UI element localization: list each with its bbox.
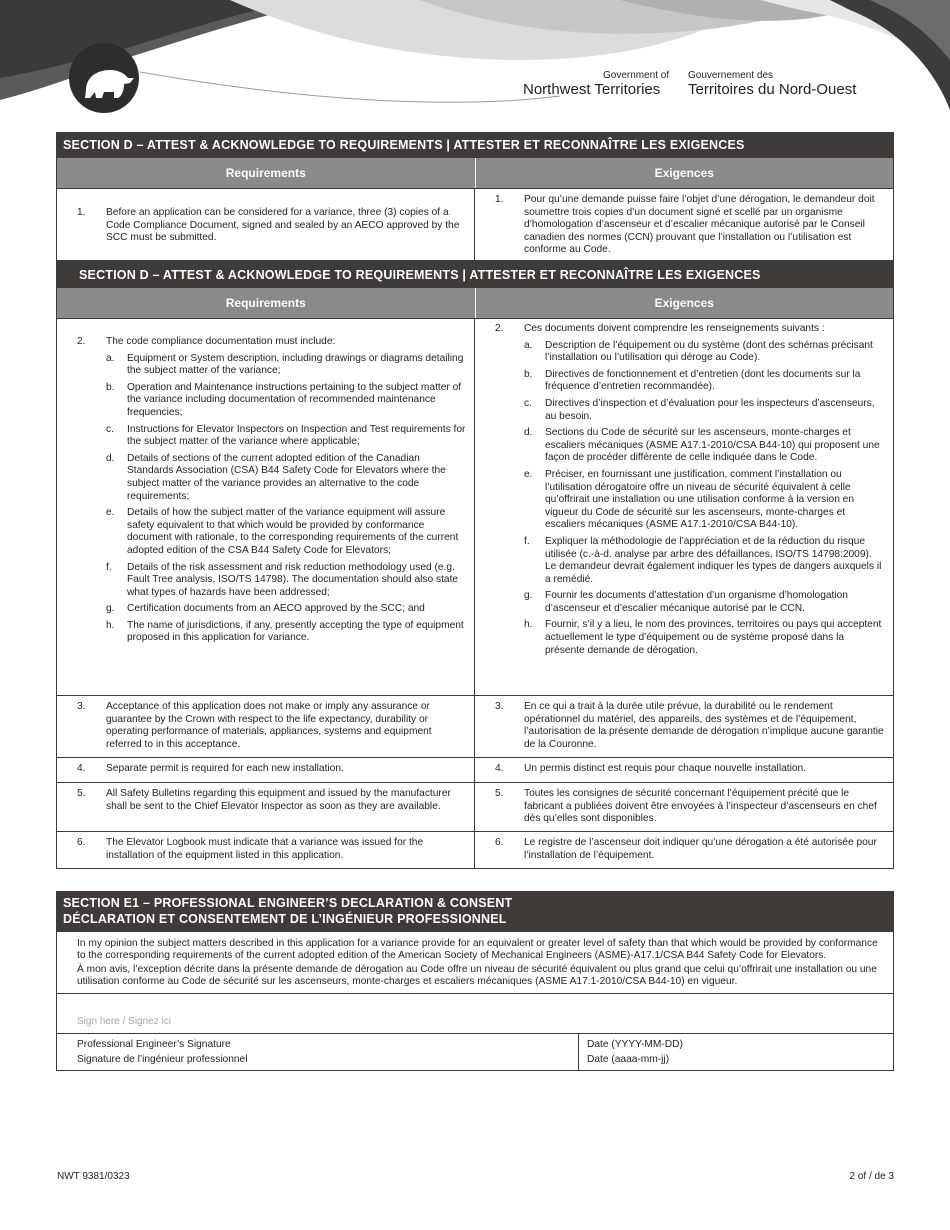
col-exigences: Exigences — [654, 166, 714, 180]
item-number: 2. — [495, 323, 504, 334]
sub-item-text: Fournir les documents d’attestation d’un organisme d’homologation d’ascenseur et d’escalier mécanique autorisé par le CCN. — [545, 590, 848, 614]
sub-item-text: Fournir, s’il y a lieu, le nom des provinces, territoires ou pays qui acceptent actuellement le type d’équipement ou de système proposé dans la présente demande de dérogation. — [545, 619, 882, 656]
declaration-en: In my opinion the subject matters described in this application for a variance provide for an equivalent or greater level of safety than that which would be provided by conformance to the corresponding requirements of the current adopted edition of the American Society of Mechanical Engineers (ASME)-A17.1/CSA B44 Safety Code for Elevators. — [77, 938, 878, 962]
sub-item-text: The name of jurisdictions, if any, presently accepting the type of equipment proposed in this application for variance. — [127, 619, 464, 644]
requirement-en — [57, 758, 475, 782]
item-text: En ce qui a trait à la durée utile prévue, la durabilité ou le rendement opérationnel du matériel, des appareils, des systèmes et de l’équipement, l’autorisation de la présente demande de dérogation n’implique aucune garantie de la Couronne. — [524, 701, 884, 750]
requirement-fr — [475, 783, 893, 831]
sub-item — [524, 340, 885, 365]
requirement-en — [57, 783, 475, 831]
sub-item — [106, 620, 466, 645]
column-headers — [57, 158, 893, 188]
item-text: Acceptance of this application does not make or imply any assurance or guarantee by the Crown with respect to the life expectancy, durability or operating performance of materials, appliances, systems and equipment referred to in this acceptance. — [106, 701, 432, 750]
date-label-en: Date (YYYY-MM-DD) — [587, 1038, 683, 1050]
sub-item — [106, 507, 466, 557]
sub-item-letter: g. — [524, 590, 533, 602]
sub-item-text: Details of how the subject matter of the variance equipment will assure safety equivalent to that which would be provided by conformance document with rationale, to the corresponding requirements of the current adopted edition of the CSA B44 Safety Code for Elevators; — [127, 507, 459, 556]
item-number: 5. — [495, 788, 504, 799]
sub-item — [524, 536, 885, 586]
item-text: Before an application can be considered for a variance, three (3) copies of a Code Compliance Document, signed and sealed by an AECO approved by the SCC must be submitted. — [106, 207, 460, 244]
section-e1-table — [56, 891, 894, 1071]
sub-item-text: Directives d’inspection et d’évaluation pour les inspecteurs d’ascenseurs, au besoin. — [545, 397, 875, 422]
sub-item-text: Equipment or System description, including drawings or diagrams detailing the subject matter of the variance; — [127, 352, 464, 377]
sub-item-text: Instructions for Elevator Inspectors on Inspection and Test requirements for the subject matter of the variance where applicable; — [127, 423, 466, 448]
gov-fr-small: Gouvernement des — [688, 70, 774, 81]
item-text: Un permis distinct est requis pour chaque nouvelle installation. — [524, 763, 807, 774]
item-intro: Ces documents doivent comprendre les renseignements suivants : — [524, 323, 825, 334]
requirement-fr — [475, 696, 893, 757]
sub-item-letter: h. — [106, 619, 115, 631]
signature-label — [57, 1034, 579, 1070]
gov-en-name: Northwest Territories — [523, 81, 661, 98]
item-text: Pour qu’une demande puisse faire l’objet d’une dérogation, le demandeur doit soumettre trois copies d’un document signé et scellé par un organisme d’homologation d’ascenseur et d’escalier mécanique autorisé par le Conseil canadien des normes (CCN) prouvant que l’installation ou l’utilisation est conforme au Code. — [524, 194, 875, 256]
item-number: 6. — [77, 837, 86, 848]
requirement-row-5 — [57, 782, 893, 831]
sub-item-text: Expliquer la méthodologie de l’appréciation et de la réduction du risque utilisée (c.-à-d. analyse par arbre des défaillances, ISO/TS 14798:2009). Le demandeur devrait également indiquer les types de dangers auxquels il a remédié. — [545, 535, 882, 585]
sub-item — [106, 453, 466, 503]
signature-placeholder: Sign here / Signez ici — [77, 1015, 171, 1027]
item-text: Separate permit is required for each new installation. — [106, 763, 344, 774]
sub-item — [524, 590, 885, 615]
sub-item-letter: b. — [106, 381, 115, 393]
sub-item-letter: f. — [524, 535, 530, 547]
requirement-en — [57, 832, 475, 868]
engineer-declaration — [57, 931, 893, 993]
requirement-en — [57, 189, 475, 260]
requirement-en — [57, 696, 475, 757]
sub-item-letter: c. — [524, 397, 532, 409]
item-number: 2. — [77, 336, 86, 347]
sub-item-letter: a. — [524, 339, 533, 351]
requirement-row-2 — [57, 318, 893, 695]
item-text — [524, 323, 885, 657]
sub-item-letter: a. — [106, 352, 115, 364]
item-text: Le registre de l’ascenseur doit indiquer qu’une dérogation a été autorisée pour l’installation de l’équipement. — [524, 837, 877, 861]
requirement-fr — [475, 832, 893, 868]
requirement-fr — [475, 189, 893, 260]
sub-item-text: Operation and Maintenance instructions pertaining to the subject matter of the variance including documentation of recommended maintenance frequencies; — [127, 381, 462, 418]
requirement-row-1 — [57, 188, 893, 260]
date-field[interactable] — [579, 1034, 893, 1070]
header-banner — [0, 0, 950, 120]
item-number: 4. — [77, 763, 86, 774]
sub-item-text: Details of sections of the current adopted edition of the Canadian Standards Association (CSA) B44 Safety Code for Elevators where the subject matter of the variance provides an alternative to the code requirements; — [127, 452, 446, 502]
section-d-table-1 — [56, 132, 894, 261]
banner-swoosh-graphic — [0, 0, 950, 120]
sub-list-fr — [524, 340, 885, 658]
sub-item-letter: d. — [524, 427, 533, 439]
item-number: 3. — [77, 701, 86, 712]
sub-item-letter: g. — [106, 603, 115, 615]
sub-item-letter: c. — [106, 423, 114, 435]
gov-en-small: Government of — [603, 70, 670, 81]
date-label-fr: Date (aaaa-mm-jj) — [587, 1053, 670, 1065]
item-number: 5. — [77, 788, 86, 799]
government-wordmark — [0, 70, 950, 102]
requirement-en — [57, 319, 475, 695]
sub-item-letter: e. — [524, 468, 533, 480]
gov-fr-name: Territoires du Nord-Ouest — [688, 81, 857, 98]
sub-item-text: Description de l’équipement ou du système (dont des schémas précisant l’installation ou l’utilisation qui déroge au Code). — [545, 339, 873, 364]
section-e1-title — [57, 891, 893, 931]
column-headers — [57, 288, 893, 318]
form-id: NWT 9381/0323 — [57, 1171, 130, 1182]
sub-item — [524, 427, 885, 465]
signature-labels-row — [57, 1033, 893, 1070]
requirement-fr — [475, 758, 893, 782]
sub-item-letter: h. — [524, 619, 533, 631]
sub-item-text: Directives de fonctionnement et d’entretien (dont les documents sur la fréquence d’entretien recommandée). — [545, 368, 861, 393]
signature-label-en: Professional Engineer’s Signature — [77, 1038, 231, 1050]
section-e1-title-en: SECTION E1 – PROFESSIONAL ENGINEER’S DECLARATION & CONSENT — [63, 896, 513, 910]
sub-list-en — [106, 353, 466, 645]
item-intro: The code compliance documentation must include: — [106, 336, 336, 347]
sub-item-text: Certification documents from an AECO approved by the SCC; and — [127, 603, 425, 615]
sub-item — [524, 469, 885, 532]
sub-item — [524, 398, 885, 423]
sub-item — [524, 619, 885, 657]
sub-item-text: Sections du Code de sécurité sur les ascenseurs, monte-charges et escaliers mécaniques (ASME A17.1-2010/CSA B44-10) qui proposent une façon de procéder différente de celle indiquée dans le Code. — [545, 427, 880, 464]
sub-item — [106, 353, 466, 378]
declaration-fr: À mon avis, l’exception décrite dans la présente demande de dérogation au Code offre un niveau de sécurité équivalent ou plus grand que celui qu’offrirait une installation ou une utilisation conforme au Code de sécurité sur les ascenseurs, monte-charges et escaliers mécaniques (ASME A17.1-2010/CSA B44-10) en vigueur. — [77, 963, 877, 988]
requirement-row-6 — [57, 831, 893, 868]
col-requirements: Requirements — [57, 288, 476, 318]
sub-item — [106, 603, 466, 616]
item-text: All Safety Bulletins regarding this equipment and issued by the manufacturer shall be sent to the Chief Elevator Inspector as soon as they are available. — [106, 788, 451, 812]
sub-item-text: Details of the risk assessment and risk reduction methodology used (e.g. Fault Tree analysis, ISO/TS 14798). The documentation should also state what types of hazards have been addressed; — [127, 561, 459, 598]
section-d-title: SECTION D – ATTEST & ACKNOWLEDGE TO REQUIREMENTS | ATTESTER ET RECONNAÎTRE LES EXIGENCES — [57, 261, 893, 288]
item-text: Toutes les consignes de sécurité concernant l’équipement précité que le fabricant a publiées doivent être envoyées à l’inspecteur d’ascenseurs en chef dès qu’elles sont disponibles. — [524, 788, 877, 825]
sub-item-letter: d. — [106, 452, 115, 464]
signature-field[interactable] — [57, 993, 893, 1033]
sub-item — [106, 424, 466, 449]
sub-item-letter: f. — [106, 561, 112, 573]
page-number: 2 of / de 3 — [849, 1171, 894, 1182]
sub-item — [106, 382, 466, 420]
item-number: 1. — [495, 194, 504, 205]
col-requirements: Requirements — [57, 158, 476, 188]
item-text — [106, 336, 466, 645]
item-text: The Elevator Logbook must indicate that a variance was issued for the installation of the equipment listed in this application. — [106, 837, 424, 861]
requirement-row-4 — [57, 757, 893, 782]
item-number: 1. — [77, 207, 86, 218]
item-number: 3. — [495, 701, 504, 712]
item-number: 6. — [495, 837, 504, 848]
signature-label-fr: Signature de l’ingénieur professionnel — [77, 1053, 248, 1065]
sub-item-text: Préciser, en fournissant une justification, comment l’installation ou l’utilisation dérogatoire offre un niveau de sécurité équivalent à celle qu’offrirait une installation ou une utilisation conforme à la version en vigueur du Code de sécurité sur les ascenseurs, monte-charges et escaliers mécaniques (ASME A17.1-2010/CSA B44-10). — [545, 468, 855, 531]
sub-item — [524, 369, 885, 394]
sub-item-letter: e. — [106, 507, 115, 519]
section-d-title: SECTION D – ATTEST & ACKNOWLEDGE TO REQUIREMENTS | ATTESTER ET RECONNAÎTRE LES EXIGENCES — [57, 132, 893, 158]
item-number: 4. — [495, 763, 504, 774]
section-e1-title-fr: DÉCLARATION ET CONSENTEMENT DE L’INGÉNIEUR PROFESSIONNEL — [63, 912, 507, 926]
sub-item — [106, 562, 466, 600]
requirement-fr — [475, 319, 893, 695]
col-exigences: Exigences — [654, 296, 714, 310]
sub-item-letter: b. — [524, 368, 533, 380]
section-d-table-2 — [56, 261, 894, 869]
requirement-row-3 — [57, 695, 893, 757]
